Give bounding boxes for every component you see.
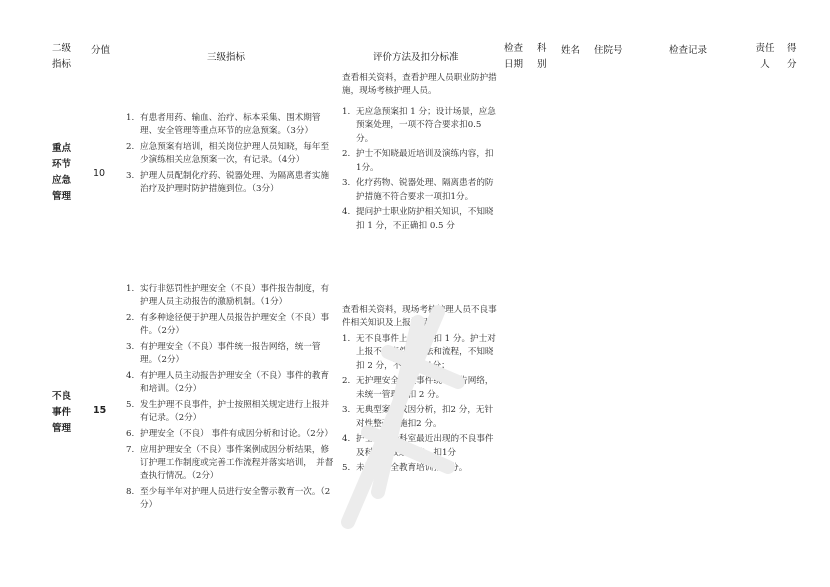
- header-responsible: 责任 人: [755, 43, 775, 70]
- section1-method: [342, 106, 498, 235]
- criteria-item: 6. 护理安全（不良） 事件有成因分析和讨论。（2分）: [126, 429, 333, 439]
- criteria-item: 4. 有护理人员主动报告护理安全（不良）事件的教育和培训。（2分）: [126, 371, 330, 395]
- header-score: 分值: [91, 45, 111, 56]
- section2-score: 15: [93, 405, 107, 416]
- method-item: 2. 护士不知晓最近培训及演练内容，扣1分。: [342, 149, 494, 173]
- method-item: 3. 无典型案例成因分析，扣2 分，无针对性整改措施扣2 分。: [342, 405, 494, 429]
- criteria-item: 1. 有患者用药、输血、治疗、标本采集、围术期管理、安全管理等重点环节的应急预案。（3分）: [126, 113, 321, 137]
- section2-method: [342, 333, 498, 478]
- criteria-item: 7. 应用护理安全（不良）事件案例成因分析结果，修订护理工作制度或完善工作流程并落实培训， 并督查执行情况。（2分）: [126, 444, 334, 482]
- section1-method-intro: 查看相关资料，查看护理人员职业防护措施，现场考核护理人员。: [342, 73, 497, 97]
- criteria-item: 3. 有护理安全（不良）事件统一报告网络，统一管理。（2分）: [126, 342, 321, 366]
- criteria-item: 5. 发生护理不良事件，护士按照相关规定进行上报并有记录。（2分）: [126, 400, 330, 424]
- method-item: 4. 提问护士职业防护相关知识，不知晓扣 1 分，不正确扣 0.5 分: [342, 207, 494, 231]
- criteria-item: 1. 实行非惩罚性护理安全（不良）事件报告制度，有护理人员主动报告的激励机制。（1分）: [126, 284, 330, 308]
- method-item: 2. 无护理安全不良事件统一报告网络，未统一管理，扣 2 分。: [342, 376, 494, 400]
- criteria-item: 2. 有多种途径便于护理人员报告护理安全（不良）事件。（2分）: [126, 313, 330, 337]
- method-item: 4. 护士不知晓科室最近出现的不良事件及科室的改进措施，扣1分: [342, 434, 494, 458]
- section1-level2: 重点 环节 应急 管理: [52, 143, 72, 202]
- header-level2: 二级 指标: [52, 43, 72, 70]
- section2-method-intro: 查看相关资料，现场考核护理人员不良事件相关知识及上报流程。: [342, 305, 497, 329]
- section1-score: 10: [93, 168, 106, 179]
- section2-criteria: [126, 283, 336, 515]
- header-dept: 科 别: [537, 43, 547, 70]
- method-item: 1. 无应急预案扣 1 分；设计场景，应急预案处理，一项不符合要求扣0.5 分。: [342, 107, 496, 144]
- header-record: 检查记录: [669, 45, 708, 56]
- header-got-score: 得 分: [787, 43, 797, 70]
- method-item: 3. 化疗药物、锐器处理、隔离患者的防护措施不符合要求一项扣1分。: [342, 178, 494, 202]
- header-admission: 住院号: [594, 45, 623, 56]
- section2-level2: 不良 事件 管理: [52, 391, 72, 434]
- method-item: 1. 无不良事件上报制度扣 1 分。护士对上报不良事件的方法和流程，不知晓扣 2 分，不正确扣1分；: [342, 334, 496, 371]
- section1-criteria: [126, 112, 336, 199]
- method-item: 5. 未进行安全教育培训扣2 分。: [342, 463, 468, 474]
- header-level3: 三级指标: [207, 52, 246, 63]
- criteria-item: 2. 应急预案有培训，相关岗位护理人员知晓，每年至少演练相关应急预案一次，有记录。（4分）: [126, 142, 330, 166]
- header-check-date: 检查 日期: [504, 43, 524, 70]
- header-name: 姓名: [561, 45, 581, 56]
- criteria-item: 3. 护理人员配制化疗药、锐器处理、为隔离患者实施治疗及护理时防护措施到位。（3分）: [126, 171, 330, 195]
- criteria-item: 8. 至少每半年对护理人员进行安全警示教育一次。（2分）: [126, 487, 331, 511]
- header-method: 评价方法及扣分标准: [373, 52, 459, 63]
